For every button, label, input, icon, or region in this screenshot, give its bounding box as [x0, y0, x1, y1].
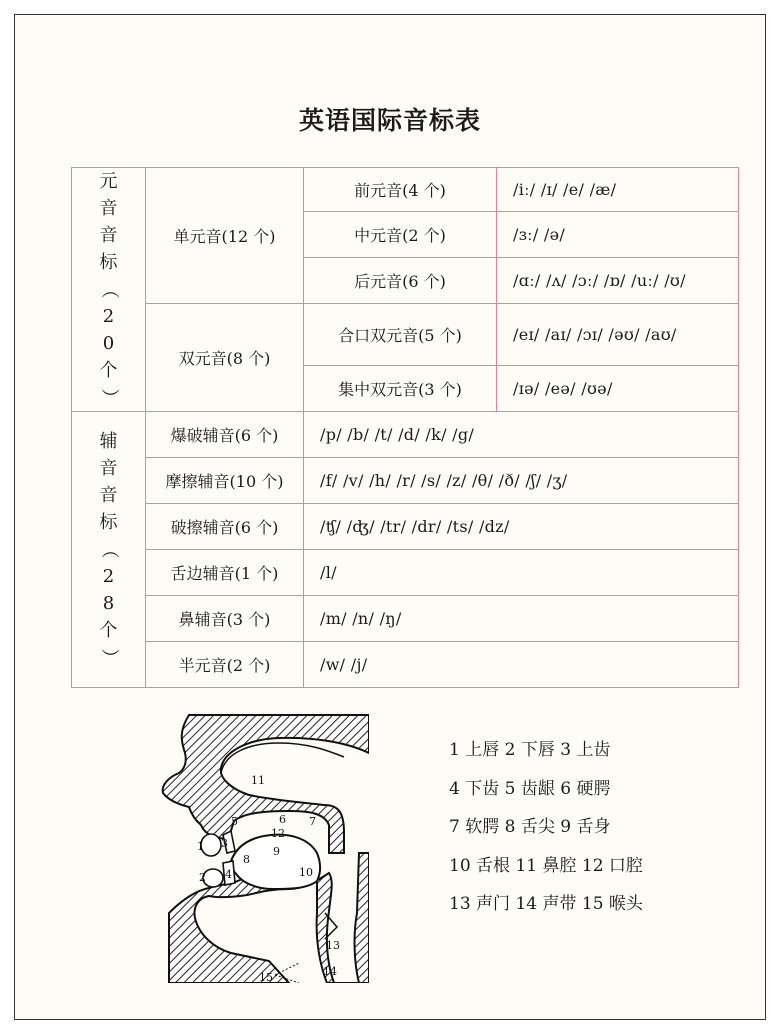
vowel-row-name: 前元音(4 个) [304, 168, 497, 212]
legend-row: 7 软腭 8 舌尖 9 舌身 [449, 817, 611, 837]
vowel-char: 个 [99, 360, 118, 381]
consonant-row-name: 爆破辅音(6 个) [146, 412, 304, 458]
consonant-row-symbols: /p/ /b/ /t/ /d/ /k/ /g/ [304, 412, 739, 458]
vowel-row-symbols: /ɑː/ /ʌ/ /ɔː/ /ɒ/ /uː/ /ʊ/ [497, 258, 739, 304]
vowel-char: （ [98, 280, 119, 299]
diphthong-label: 双元音(8 个) [146, 304, 304, 412]
consonant-char: ） [98, 648, 119, 667]
label-3: 3 [221, 837, 228, 850]
label-6: 6 [279, 813, 286, 826]
label-14: 14 [323, 965, 337, 978]
legend-row: 13 声门 14 声带 15 喉头 [449, 894, 643, 914]
upper-lip [201, 834, 221, 856]
label-10: 10 [299, 866, 313, 879]
consonant-row-name: 舌边辅音(1 个) [146, 550, 304, 596]
consonant-char: 个 [99, 620, 118, 641]
vowel-row-symbols: /ɜː/ /ə/ [497, 212, 739, 258]
vowel-row-name: 后元音(6 个) [304, 258, 497, 304]
consonant-char: 音 [99, 458, 118, 479]
consonant-row-symbols: /w/ /j/ [304, 642, 739, 688]
label-4: 4 [225, 868, 232, 881]
vocal-tract-diagram [139, 713, 369, 983]
label-1: 1 [197, 840, 204, 853]
consonant-char: （ [98, 540, 119, 559]
vowel-row-symbols: /eɪ/ /aɪ/ /ɔɪ/ /əʊ/ /aʊ/ [497, 304, 739, 366]
label-9: 9 [273, 845, 280, 858]
vowel-row-symbols: /ɪə/ /eə/ /ʊə/ [497, 366, 739, 412]
consonant-row-symbols: /l/ [304, 550, 739, 596]
legend-row: 10 舌根 11 鼻腔 12 口腔 [449, 855, 643, 876]
vowel-row-symbols: /iː/ /ɪ/ /e/ /æ/ [497, 168, 739, 212]
page [14, 14, 766, 1020]
label-13: 13 [326, 939, 340, 952]
consonant-row-symbols: /m/ /n/ /ŋ/ [304, 596, 739, 642]
label-5: 5 [231, 815, 238, 828]
legend-row: 4 下齿 5 齿龈 6 硬腭 [449, 778, 611, 799]
vowel-char: 音 [99, 198, 118, 219]
single-vowel-label: 单元音(12 个) [146, 168, 304, 304]
consonant-row-name: 半元音(2 个) [146, 642, 304, 688]
consonant-row-name: 摩擦辅音(10 个) [146, 458, 304, 504]
consonant-char: 标 [99, 512, 118, 533]
ipa-table [71, 167, 739, 688]
vowel-char: ） [98, 388, 119, 407]
vowel-char: 标 [99, 252, 118, 273]
label-7: 7 [309, 815, 316, 828]
label-12: 12 [271, 827, 285, 840]
legend-row: 1 上唇 2 下唇 3 上齿 [449, 740, 611, 760]
lower-lip [203, 869, 223, 887]
consonant-row-symbols: /f/ /v/ /h/ /r/ /s/ /z/ /θ/ /ð/ /ʃ/ /ʒ/ [304, 458, 739, 504]
consonant-row-name: 破擦辅音(6 个) [146, 504, 304, 550]
consonant-row-symbols: /ʧ/ /ʤ/ /tr/ /dr/ /ts/ /dz/ [304, 504, 739, 550]
consonant-char: 音 [99, 485, 118, 506]
consonant-row-name: 鼻辅音(3 个) [146, 596, 304, 642]
label-11: 11 [251, 774, 265, 787]
vowel-group-label [72, 168, 146, 412]
vowel-row-name: 集中双元音(3 个) [304, 366, 497, 412]
vowel-row-name: 合口双元音(5 个) [304, 304, 497, 366]
consonant-group-label [72, 412, 146, 688]
label-2: 2 [199, 871, 206, 884]
consonant-char: 辅 [99, 431, 118, 452]
vowel-row-name: 中元音(2 个) [304, 212, 497, 258]
vowel-char: 元 [99, 171, 118, 192]
label-8: 8 [243, 853, 250, 866]
vowel-char: 音 [99, 225, 118, 246]
vowel-char: 20 [102, 306, 115, 354]
label-15: 15 [259, 971, 273, 983]
consonant-char: 28 [102, 566, 115, 614]
page-title: 英语国际音标表 [298, 106, 481, 135]
upper-head-shape [163, 715, 369, 853]
diagram-legend [449, 731, 643, 924]
